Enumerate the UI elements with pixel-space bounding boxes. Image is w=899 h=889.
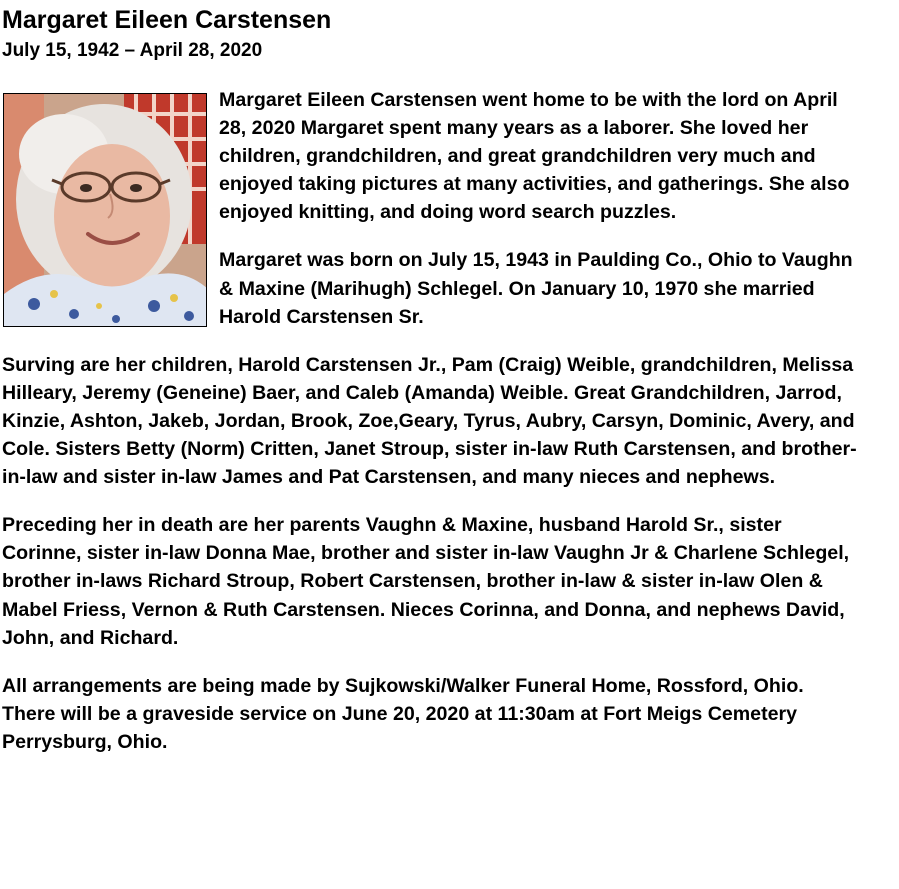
paragraph-birth: Margaret was born on July 15, 1943 in Paulding Co., Ohio to Vaughn & Maxine (Marihugh) Schlegel. On January 10, 1970 she married Harold Carstensen Sr. xyxy=(219,249,853,328)
obituary-title: Margaret Eileen Carstensen xyxy=(2,6,332,34)
paragraph-survivors: Surving are her children, Harold Carstensen Jr., Pam (Craig) Weible, grandchildren, Melissa Hilleary, Jeremy (Geneine) Baer, and Caleb (Amanda) Weible. Great Grandchildren, Jarrod, Kinzie, Ashton, Jakeb, Jordan, Brook, Zoe,Geary, Tyrus, Aubry, Carsyn, Dominic, Avery, and Cole. Sisters Betty (Norm) Critten, Janet Stroup, sister in-law Ruth Carstensen, and brother-in-law and sister in-law James and Pat Carstensen, and many nieces and nephews. xyxy=(2,353,857,489)
paragraph-preceded: Preceding her in death are her parents Vaughn & Maxine, husband Harold Sr., sister Corinne, sister in-law Donna Mae, brother and sister in-law Vaughn Jr & Charlene Schlegel, brother in-laws Richard Stroup, Robert Carstensen, brother in-law & sister in-law Olen & Mabel Friess, Vernon & Ruth Carstensen. Nieces Corinna, and Donna, and nephews David, John, and Richard. xyxy=(2,514,850,649)
photo-spacer xyxy=(2,86,219,327)
paragraph-arrangements: All arrangements are being made by Sujkowski/Walker Funeral Home, Rossford, Ohio. There will be a graveside service on June 20, 2020 at 11:30am at Fort Meigs Cemetery Perrysburg, Ohio. xyxy=(2,674,804,753)
paragraph-intro: Margaret Eileen Carstensen went home to be with the lord on April 28, 2020 Margaret spent many years as a laborer. She loved her children, grandchildren, and great grandchildren very much and enjoyed taking pictures at many activities, and gatherings. She also enjoyed knitting, and doing word search puzzles. xyxy=(219,89,850,224)
life-dates: July 15, 1942 – April 28, 2020 xyxy=(2,40,263,61)
obituary-body xyxy=(2,86,862,776)
